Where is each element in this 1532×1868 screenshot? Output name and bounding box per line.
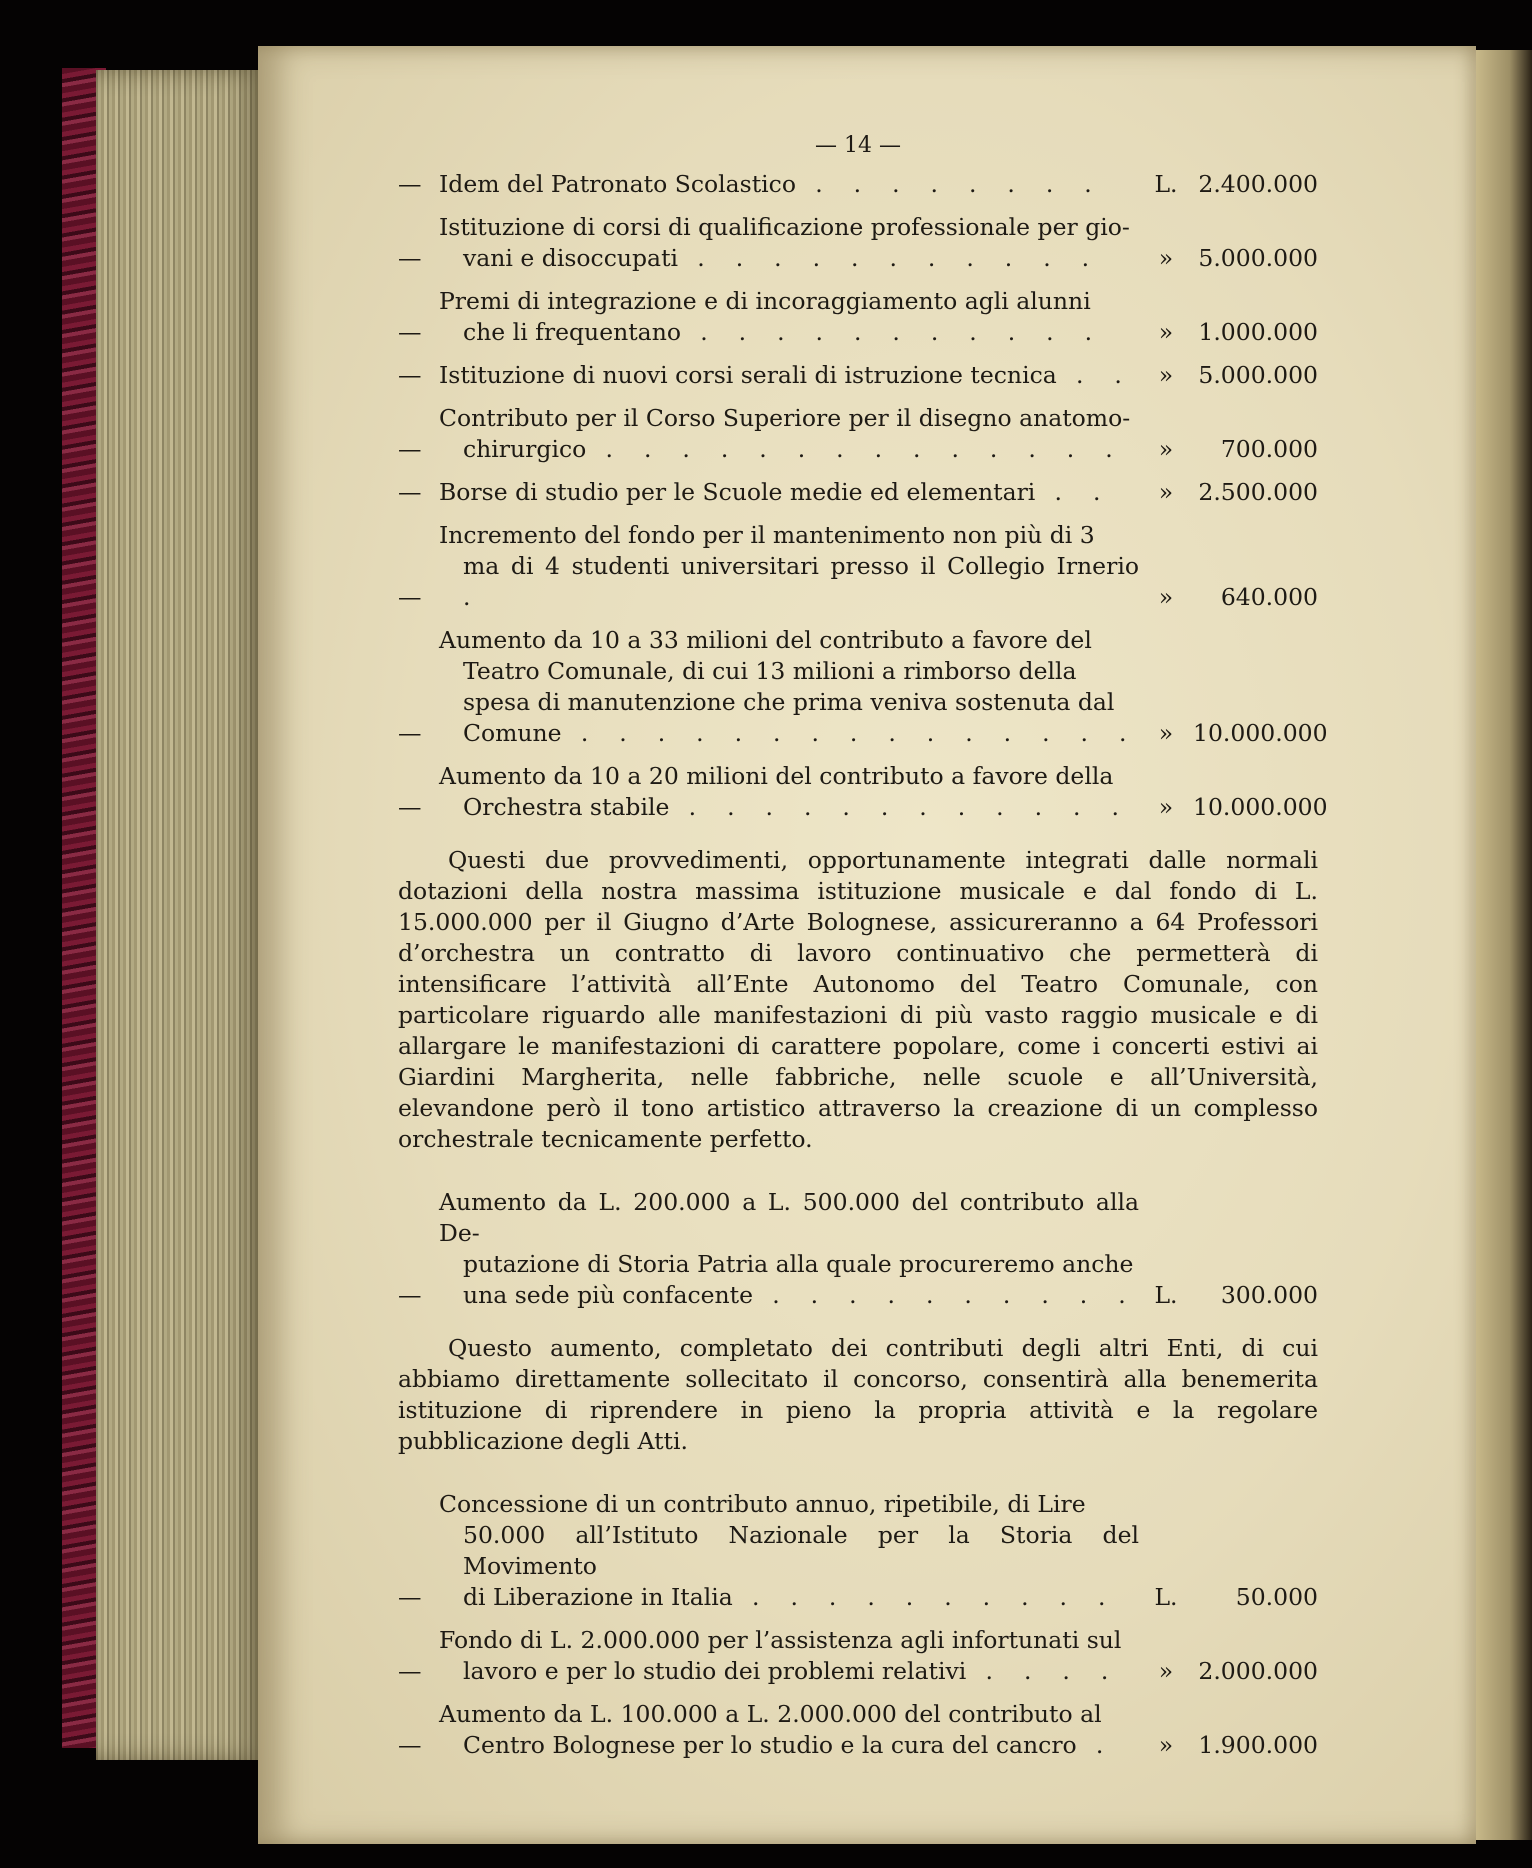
entry-line: Aumento da 10 a 33 milioni del contributo a favore del bbox=[439, 626, 1092, 654]
entry-line: che li frequentano . . . . . . . . . . . bbox=[463, 318, 1104, 346]
entry-dash: — bbox=[398, 435, 422, 463]
entry-amount: 1.900.000 bbox=[1198, 1731, 1318, 1759]
leader-dots: . . bbox=[1035, 478, 1113, 506]
entry-line: Aumento da L. 100.000 a L. 2.000.000 del contributo al bbox=[439, 1700, 1102, 1728]
entry-description bbox=[439, 625, 1139, 749]
entry-description bbox=[439, 520, 1139, 613]
page-number: — 14 — bbox=[815, 133, 901, 158]
entry-amount: 640.000 bbox=[1220, 583, 1318, 611]
leader-dots: . . . . . . . . . . . . bbox=[669, 793, 1131, 821]
budget-entry bbox=[398, 360, 1318, 391]
entry-description bbox=[439, 1187, 1139, 1311]
entry-line: 50.000 all’Istituto Nazionale per la Storia del Movimento bbox=[463, 1521, 1139, 1580]
entry-description bbox=[439, 1699, 1139, 1761]
entry-amount: 5.000.000 bbox=[1198, 244, 1318, 272]
entry-description bbox=[439, 477, 1139, 508]
paragraph-storia-patria: Questo aumento, completato dei contributi degli altri Enti, di cui abbiamo direttamente sollecitato il concorso, consentirà alla benemerita istituzione di riprendere in pieno la propria attività e la regolare pubblicazione degli Atti. bbox=[398, 1334, 1318, 1455]
currency-mark: » bbox=[1158, 435, 1174, 463]
leader-dots: . . . . . . . . . . . . . . bbox=[586, 435, 1125, 463]
book-page bbox=[258, 46, 1476, 1844]
entry-line: ma di 4 studenti universitari presso il Collegio Irnerio . bbox=[463, 552, 1139, 611]
leader-dots: . . bbox=[1056, 361, 1134, 389]
leader-dots: . . . . . . . . . . . . . . . bbox=[561, 719, 1139, 747]
entry-line: chirurgico . . . . . . . . . . . . . . bbox=[463, 435, 1125, 463]
budget-entry bbox=[398, 1489, 1318, 1613]
entries-list-b bbox=[398, 1187, 1318, 1311]
currency-mark: L. bbox=[1154, 170, 1178, 198]
entry-line: Aumento da L. 200.000 a L. 500.000 del contributo alla De- bbox=[439, 1188, 1139, 1247]
leader-dots: . . . . . . . . . . bbox=[753, 1281, 1138, 1309]
entry-dash: — bbox=[398, 1657, 422, 1685]
budget-entry bbox=[398, 520, 1318, 613]
page-content bbox=[398, 130, 1328, 1773]
entry-line: spesa di manutenzione che prima veniva sostenuta dal bbox=[463, 688, 1115, 716]
budget-entry bbox=[398, 761, 1328, 823]
leader-dots: . . . . . . . . bbox=[796, 170, 1104, 198]
entry-line: Comune . . . . . . . . . . . . . . . bbox=[463, 719, 1139, 747]
entry-dash: — bbox=[398, 1583, 422, 1611]
entry-line: Contributo per il Corso Superiore per il disegno anatomo- bbox=[439, 404, 1131, 432]
currency-mark: » bbox=[1158, 1731, 1174, 1759]
entry-description bbox=[439, 286, 1139, 348]
currency-mark: » bbox=[1158, 361, 1174, 389]
currency-mark: » bbox=[1158, 719, 1174, 747]
entry-amount: 2.400.000 bbox=[1198, 170, 1318, 198]
entry-amount: 700.000 bbox=[1220, 435, 1318, 463]
budget-entry bbox=[398, 403, 1318, 465]
entry-line: una sede più confacente . . . . . . . . . . bbox=[463, 1281, 1138, 1309]
currency-mark: L. bbox=[1154, 1583, 1178, 1611]
entry-description bbox=[439, 761, 1139, 823]
entry-amount: 300.000 bbox=[1220, 1281, 1318, 1309]
entry-amount: 2.000.000 bbox=[1198, 1657, 1318, 1685]
entry-line: putazione di Storia Patria alla quale procureremo anche bbox=[463, 1250, 1134, 1278]
entry-line: Incremento del fondo per il mantenimento non più di 3 bbox=[439, 521, 1095, 549]
entries-list-a bbox=[398, 169, 1328, 823]
next-page-edge bbox=[1476, 50, 1532, 1840]
entry-amount: 2.500.000 bbox=[1198, 478, 1318, 506]
entry-dash: — bbox=[398, 793, 422, 821]
currency-mark: » bbox=[1158, 793, 1174, 821]
entry-amount: 10.000.000 bbox=[1193, 719, 1328, 747]
entry-line: Aumento da 10 a 20 milioni del contributo a favore della bbox=[439, 762, 1114, 790]
paragraph-orchestra: Questi due provvedimenti, opportunamente integrati dalle normali dotazioni della nostra massima istituzione musicale e dal fondo di L. 15.000.000 per il Giugno d’Arte Bolognese, assicureranno a 64 Professori d’orchestra un contratto di lavoro continuativo che permetterà di intensificare l’attività all’Ente Autonomo del Teatro Comunale, con particolare riguardo alle manifestazioni di più vasto raggio musicale e di allargare le manifestazioni di carattere popolare, come i concerti estivi ai Giardini Margherita, nelle fabbriche, nelle scuole e all’Università, elevandone però il tono artistico attraverso la creazione di un complesso orchestrale tecnicamente perfetto. bbox=[398, 846, 1318, 1153]
currency-mark: » bbox=[1158, 583, 1174, 611]
entry-amount: 10.000.000 bbox=[1193, 793, 1328, 821]
entry-dash: — bbox=[398, 318, 422, 346]
entry-description bbox=[439, 212, 1139, 274]
budget-entry bbox=[398, 1625, 1318, 1687]
entry-line: Teatro Comunale, di cui 13 milioni a rimborso della bbox=[463, 657, 1077, 685]
currency-mark: » bbox=[1158, 1657, 1174, 1685]
entry-line: lavoro e per lo studio dei problemi relativi . . . . bbox=[463, 1657, 1121, 1685]
budget-entry bbox=[398, 625, 1328, 749]
entry-line: Borse di studio per le Scuole medie ed elementari . . bbox=[439, 478, 1113, 506]
currency-mark: » bbox=[1158, 244, 1174, 272]
entry-amount: 1.000.000 bbox=[1198, 318, 1318, 346]
entry-amount: 5.000.000 bbox=[1198, 361, 1318, 389]
budget-entry bbox=[398, 212, 1318, 274]
currency-mark: L. bbox=[1154, 1281, 1178, 1309]
leader-dots: . . . . . . . . . . . bbox=[680, 318, 1104, 346]
entry-line: Istituzione di nuovi corsi serali di istruzione tecnica . . bbox=[439, 361, 1134, 389]
entry-dash: — bbox=[398, 1731, 422, 1759]
entry-line: vani e disoccupati . . . . . . . . . . . bbox=[463, 244, 1101, 272]
leader-dots: . . . . . . . . . . . bbox=[678, 244, 1101, 272]
budget-entry bbox=[398, 169, 1318, 200]
entry-description bbox=[439, 169, 1139, 200]
currency-mark: » bbox=[1158, 318, 1174, 346]
entry-dash: — bbox=[398, 478, 422, 506]
entry-description bbox=[439, 403, 1139, 465]
budget-entry bbox=[398, 477, 1318, 508]
entry-line: di Liberazione in Italia . . . . . . . . . . bbox=[463, 1583, 1118, 1611]
leader-dots: . . . . bbox=[966, 1657, 1121, 1685]
entry-line: Centro Bolognese per lo studio e la cura del cancro . bbox=[463, 1731, 1116, 1759]
entry-description bbox=[439, 1625, 1139, 1687]
entry-line: Istituzione di corsi di qualificazione professionale per gio- bbox=[439, 213, 1130, 241]
entry-description bbox=[439, 360, 1139, 391]
budget-entry bbox=[398, 1699, 1318, 1761]
entry-line: Orchestra stabile . . . . . . . . . . . . bbox=[463, 793, 1131, 821]
entry-dash: — bbox=[398, 244, 422, 272]
leader-dots: . . . . . . . . . . bbox=[732, 1583, 1118, 1611]
entry-dash: — bbox=[398, 583, 422, 611]
entry-line: Concessione di un contributo annuo, ripetibile, di Lire bbox=[439, 1490, 1086, 1518]
leader-dots: . bbox=[463, 583, 483, 611]
budget-entry bbox=[398, 286, 1318, 348]
entry-amount: 50.000 bbox=[1235, 1583, 1318, 1611]
entry-dash: — bbox=[398, 361, 422, 389]
currency-mark: » bbox=[1158, 478, 1174, 506]
entry-line: Fondo di L. 2.000.000 per l’assistenza agli infortunati sul bbox=[439, 1626, 1122, 1654]
entry-description bbox=[439, 1489, 1139, 1613]
entry-dash: — bbox=[398, 170, 422, 198]
budget-entry bbox=[398, 1187, 1318, 1311]
entry-line: Idem del Patronato Scolastico . . . . . . . . bbox=[439, 170, 1104, 198]
entry-dash: — bbox=[398, 719, 422, 747]
leader-dots: . bbox=[1076, 1731, 1116, 1759]
page-stack bbox=[96, 70, 266, 1760]
entries-list-c bbox=[398, 1489, 1318, 1761]
entry-dash: — bbox=[398, 1281, 422, 1309]
entry-line: Premi di integrazione e di incoraggiamento agli alunni bbox=[439, 287, 1091, 315]
